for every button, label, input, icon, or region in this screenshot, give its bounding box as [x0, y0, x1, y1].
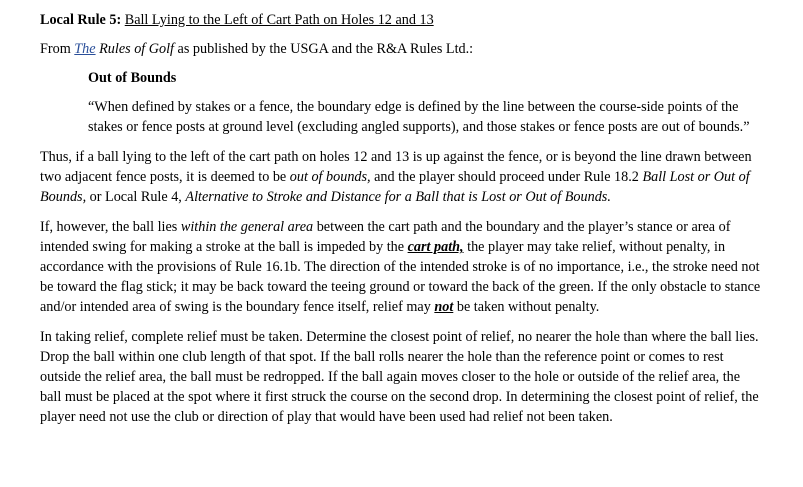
quoted-rule-heading: Out of Bounds [88, 70, 177, 86]
p1-text-a: Thus, if a ball lying to the left of the cart path on holes 12 and 13 is up against the fence, or is beyond the line drawn between two adjacent fence posts, it is deemed to be [40, 149, 752, 185]
paragraph-out-of-bounds [40, 147, 763, 207]
p2-term-cart-path: cart path, [407, 239, 464, 255]
source-book-title: Rules of Golf [99, 41, 174, 57]
source-prefix: From [40, 41, 75, 57]
paragraph-cart-path-relief [40, 217, 763, 317]
quoted-rule-block [88, 68, 763, 137]
p1-rule-18-2-title: Ball Lost or Out of Bounds, [40, 169, 750, 205]
p2-text-g: be taken without penalty. [453, 299, 600, 315]
p2-emphasis-not: not [434, 299, 454, 315]
p1-text-e: or Local Rule 4, [86, 189, 186, 205]
rule-label: Local Rule 5: [40, 12, 122, 28]
source-line [40, 39, 763, 59]
p1-text-c: and the player should proceed under Rule 18.2 [370, 169, 643, 185]
p2-text-a: If, however, the ball lies [40, 219, 181, 235]
p2-term-general-area: within the general area [180, 219, 314, 235]
rule-title: Ball Lying to the Left of Cart Path on Holes 12 and 13 [124, 12, 434, 28]
p1-local-rule-4-title: Alternative to Stroke and Distance for a Ball that is Lost or Out of Bounds. [185, 189, 611, 205]
p2-text-e: the player may take relief, without penalty, in accordance with the provisions of Rule 16.1b. The direction of the intended stroke is of no importance, i.e., the stroke need not be toward the flag stick; it may be back toward the teeing ground or toward the back of the green. If the only obstacle to stance and/or intended area of swing is the boundary fence itself, relief may [40, 239, 761, 315]
p2-text-c: between the cart path and the boundary and the player’s stance or area of intended swing for making a stroke at the ball is impeded by the [40, 219, 731, 255]
paragraph-taking-relief: In taking relief, complete relief must be taken. Determine the closest point of relief, no nearer the hole than where the ball lies. Drop the ball within one club length of that spot. If the ball rolls nearer the hole than the reference point or comes to rest outside the relief area, the ball must be redropped. If the ball again moves closer to the hole or outside of the relief area, the ball must be placed at the spot where it first struck the course on the second drop. In determining the closest point of relief, the player need not use the club or direction of play that would have been used had relief not been taken. [40, 329, 759, 425]
quoted-rule-text: “When defined by stakes or a fence, the boundary edge is defined by the line between the course-side points of the stakes or fence posts at ground level (excluding angled supports), and those stakes or fence posts are out of bounds.” [88, 99, 750, 135]
p1-term-out-of-bounds: out of bounds, [289, 169, 371, 185]
source-suffix: as published by the USGA and the R&A Rules Ltd.: [174, 41, 474, 57]
rule-heading [40, 10, 763, 30]
source-the-link[interactable]: The [74, 41, 96, 57]
